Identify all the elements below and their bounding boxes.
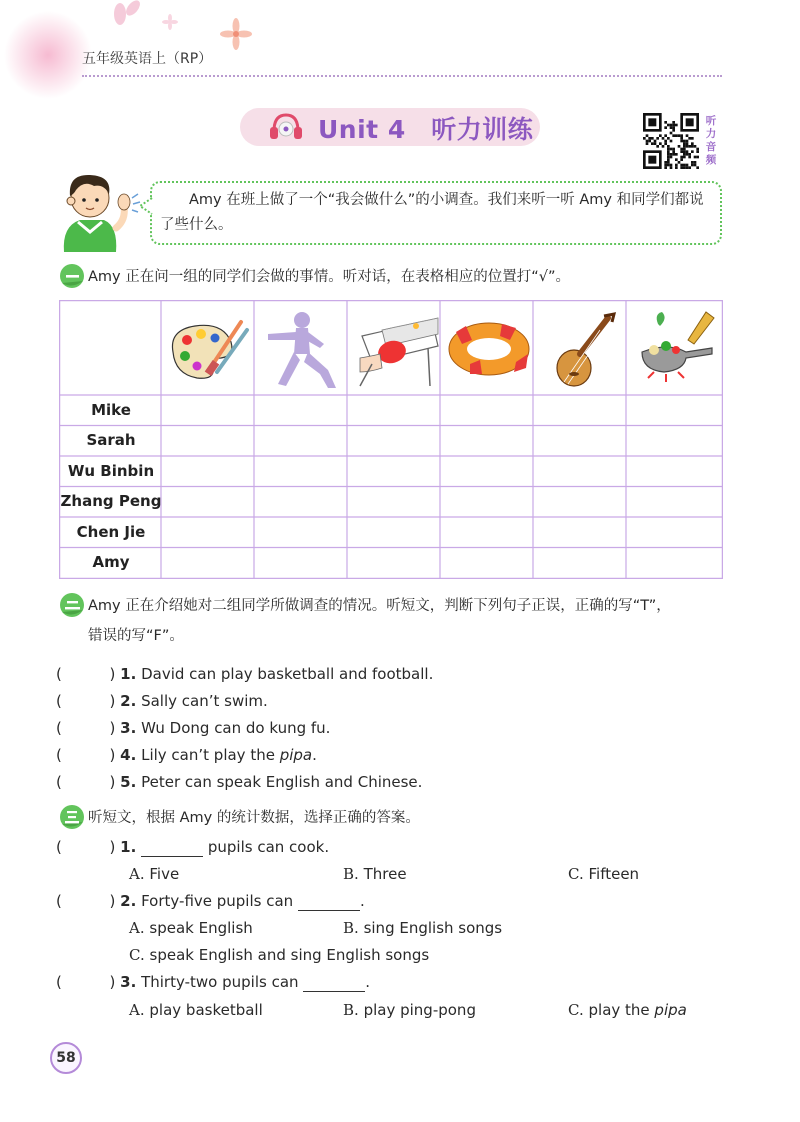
section-one-icon	[59, 263, 85, 289]
option-c[interactable]: C. speak English and sing English songs	[129, 946, 430, 964]
tf-item: ( ) 2. Sally can’t swim.	[56, 692, 268, 710]
check-cell[interactable]	[255, 549, 346, 579]
boy-illustration	[56, 168, 146, 252]
intro-text: Amy 在班上做了一个“我会做什么”的小调查。我们来听一听 Amy 和同学们都说了些什么。	[160, 192, 704, 233]
section-one-instruction: Amy 正在问一组的同学们会做的事情。听对话，在表格相应的位置打“√”。	[88, 269, 570, 285]
answer-blank[interactable]: ( )	[56, 892, 116, 910]
check-cell[interactable]	[627, 488, 722, 517]
option-b[interactable]: B. play ping-pong	[343, 1001, 476, 1019]
speech-pointer	[139, 196, 153, 216]
check-cell[interactable]	[162, 427, 253, 456]
answer-blank[interactable]: ( )	[56, 665, 116, 683]
answer-blank[interactable]: ( )	[56, 973, 116, 991]
check-cell[interactable]	[534, 396, 625, 425]
paint-icon	[165, 312, 253, 386]
row-label-chen-jie: Chen Jie	[76, 523, 146, 541]
check-cell[interactable]	[162, 396, 253, 425]
answer-blank[interactable]: ( )	[56, 692, 116, 710]
option-c[interactable]: C. play the pipa	[568, 1001, 687, 1019]
check-cell[interactable]	[162, 488, 253, 517]
answer-blank[interactable]: ( )	[56, 838, 116, 856]
option-c[interactable]: C. Fifteen	[568, 865, 640, 883]
row-label-wu-binbin: Wu Binbin	[67, 462, 155, 480]
answer-blank[interactable]: ( )	[56, 746, 116, 764]
section-two-instruction-line2: 错误的写“F”。	[88, 628, 184, 644]
qr-label: 听力音频	[705, 115, 717, 166]
check-cell[interactable]	[534, 457, 625, 486]
check-cell[interactable]	[441, 457, 532, 486]
tf-item: ( ) 4. Lily can’t play the pipa.	[56, 746, 317, 764]
qr-code	[641, 113, 701, 169]
check-cell[interactable]	[534, 488, 625, 517]
check-cell[interactable]	[441, 396, 532, 425]
check-cell[interactable]	[534, 427, 625, 456]
check-cell[interactable]	[348, 488, 439, 517]
check-cell[interactable]	[348, 549, 439, 579]
check-cell[interactable]	[348, 396, 439, 425]
option-a[interactable]: A. speak English	[129, 919, 253, 937]
check-cell[interactable]	[627, 457, 722, 486]
fill-blank[interactable]	[298, 892, 360, 911]
row-label-amy: Amy	[92, 553, 130, 571]
fill-blank[interactable]	[141, 838, 203, 857]
check-cell[interactable]	[441, 488, 532, 517]
check-cell[interactable]	[255, 488, 346, 517]
option-b[interactable]: B. sing English songs	[343, 919, 503, 937]
check-cell[interactable]	[441, 549, 532, 579]
tf-item: ( ) 3. Wu Dong can do kung fu.	[56, 719, 331, 737]
check-cell[interactable]	[627, 427, 722, 456]
header-divider	[82, 75, 722, 77]
check-cell[interactable]	[534, 549, 625, 579]
check-cell[interactable]	[627, 396, 722, 425]
check-cell[interactable]	[255, 518, 346, 547]
check-cell[interactable]	[348, 427, 439, 456]
row-label-mike: Mike	[91, 401, 131, 419]
check-cell[interactable]	[441, 427, 532, 456]
check-cell[interactable]	[162, 549, 253, 579]
answer-blank[interactable]: ( )	[56, 719, 116, 737]
section-two-icon	[59, 592, 85, 618]
check-cell[interactable]	[534, 518, 625, 547]
tf-item: ( ) 1. David can play basketball and football.	[56, 665, 434, 683]
check-cell[interactable]	[348, 518, 439, 547]
ping-pong-icon	[352, 306, 440, 388]
row-label-sarah: Sarah	[86, 431, 136, 449]
page-number: 58	[50, 1042, 82, 1074]
section-three-instruction: 听短文，根据 Amy 的统计数据，选择正确的答案。	[88, 810, 420, 826]
check-cell[interactable]	[255, 396, 346, 425]
mc-question-3: ( ) 3. Thirty-two pupils can .	[56, 973, 371, 991]
cook-icon	[636, 308, 718, 388]
check-cell[interactable]	[162, 518, 253, 547]
section-two-instruction-line1: Amy 正在介绍她对二组同学所做调查的情况。听短文，判断下列句子正误，正确的写“T”，	[88, 598, 671, 614]
pipa-icon	[550, 312, 620, 388]
swim-ring-icon	[446, 318, 532, 380]
book-title: 五年级英语上（RP）	[82, 51, 213, 67]
mc-question-2: ( ) 2. Forty-five pupils can .	[56, 892, 365, 910]
headphone-icon	[268, 111, 304, 141]
check-cell[interactable]	[255, 457, 346, 486]
check-cell[interactable]	[627, 549, 722, 579]
option-a[interactable]: A. Five	[129, 865, 180, 883]
mc-question-1: ( ) 1. pupils can cook.	[56, 838, 330, 856]
check-cell[interactable]	[255, 427, 346, 456]
row-label-zhang-peng: Zhang Peng	[60, 492, 162, 510]
section-three-icon	[59, 804, 85, 830]
option-b[interactable]: B. Three	[343, 865, 407, 883]
answer-blank[interactable]: ( )	[56, 773, 116, 791]
fill-blank[interactable]	[303, 973, 365, 992]
tf-item: ( ) 5. Peter can speak English and Chinese.	[56, 773, 423, 791]
unit-title: Unit 4 听力训练	[318, 115, 534, 144]
check-cell[interactable]	[627, 518, 722, 547]
check-cell[interactable]	[162, 457, 253, 486]
check-cell[interactable]	[441, 518, 532, 547]
kung-fu-icon	[262, 308, 342, 390]
option-a[interactable]: A. play basketball	[129, 1001, 263, 1019]
check-cell[interactable]	[348, 457, 439, 486]
